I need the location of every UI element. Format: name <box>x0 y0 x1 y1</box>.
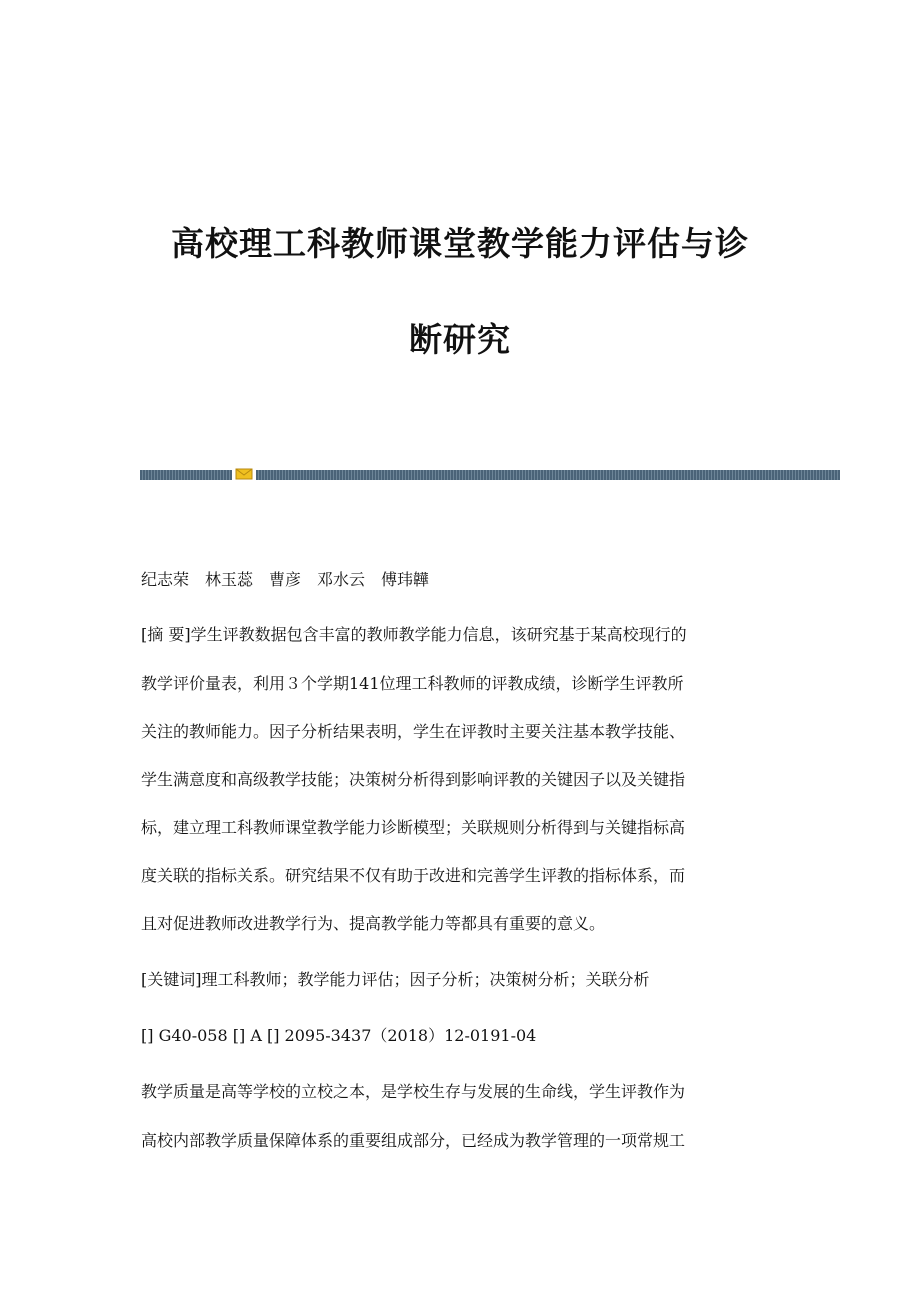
abstract-line: 且对促进教师改进教学行为、提高教学能力等都具有重要的意义。 <box>141 914 606 933</box>
page-title-line-1: 高校理工科教师课堂教学能力评估与诊 <box>171 224 749 263</box>
page-title-line-2: 断研究 <box>409 320 511 359</box>
abstract-line: 教学评价量表，利用３个学期141位理工科教师的评教成绩，诊断学生评教所 <box>141 674 684 693</box>
keywords-line: [关键词]理工科教师；教学能力评估；因子分析；决策树分析；关联分析 <box>141 970 650 989</box>
body-text-line: 高校内部教学质量保障体系的重要组成部分，已经成为教学管理的一项常规工 <box>141 1131 686 1150</box>
abstract-line: [摘 要]学生评教数据包含丰富的教师教学能力信息，该研究基于某高校现行的 <box>141 625 687 644</box>
abstract-line: 标，建立理工科教师课堂教学能力诊断模型；关联规则分析得到与关键指标高 <box>141 818 686 837</box>
divider-bar-left <box>140 470 232 480</box>
divider-bar-right <box>256 470 840 480</box>
abstract-line: 度关联的指标关系。研究结果不仅有助于改进和完善学生评教的指标体系，而 <box>141 866 686 885</box>
author-list: 纪志荣 林玉蕊 曹彦 邓水云 傅玮韡 <box>141 570 430 589</box>
envelope-icon <box>235 466 253 482</box>
body-text-line: 教学质量是高等学校的立校之本，是学校生存与发展的生命线，学生评教作为 <box>141 1082 686 1101</box>
abstract-line: 学生满意度和高级教学技能；决策树分析得到影响评教的关键因子以及关键指 <box>141 770 686 789</box>
classification-line: [] G40-058 [] A [] 2095-3437（2018）12-0191-04 <box>141 1026 537 1045</box>
abstract-line: 关注的教师能力。因子分析结果表明，学生在评教时主要关注基本教学技能、 <box>141 722 686 741</box>
